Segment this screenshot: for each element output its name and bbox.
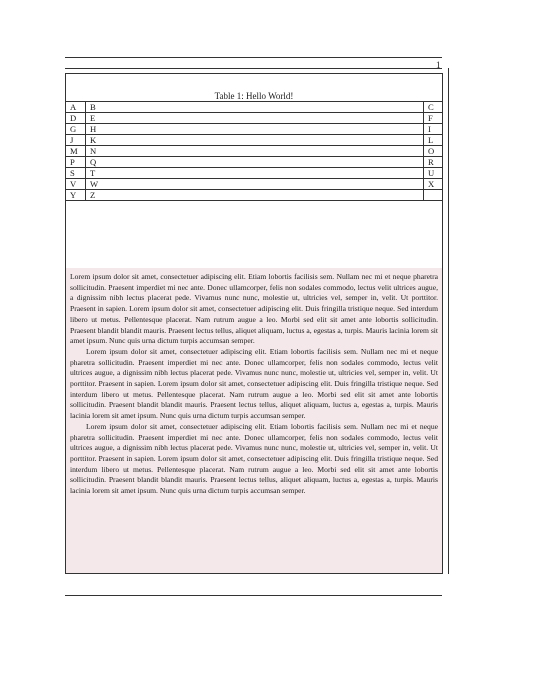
table-row [66,146,443,157]
shaded-text-box [66,268,442,573]
table-caption: Table 1: Hello World! [214,91,294,101]
table-cell: M [66,146,86,157]
table-cell: V [66,179,86,190]
bottom-rule [65,595,442,596]
table-cell: U [424,168,443,179]
table-cell: Z [86,190,424,201]
table-cell: R [424,157,443,168]
table-cell: C [424,102,443,113]
table-row [66,190,443,201]
table-cell: O [424,146,443,157]
table-cell: F [424,113,443,124]
body-paragraph: Lorem ipsum dolor sit amet, consectetuer adipiscing elit. Etiam lobortis facilisis sem. Nullam nec mi et neque pharetra sollicitudin. Praesent imperdiet mi nec ante. Donec ullamcorper, felis non sodales commodo, lectus velit ultrices augue, a dignissim nibh lectus placerat pede. Vivamus nunc nunc, molestie ut, ultricies vel, semper in, velit. Ut porttitor. Praesent in sapien. Lorem ipsum dolor sit amet, consectetuer adipiscing elit. Duis fringilla tristique neque. Sed interdum libero ut metus. Pellentesque placerat. Nam rutrum augue a leo. Morbi sed elit sit amet ante lobortis sollicitudin. Praesent blandit blandit mauris. Praesent lectus tellus, aliquet aliquam, luctus a, egestas a, turpis. Mauris lacinia lorem sit amet ipsum. Nunc quis urna dictum turpis accumsan semper. [70,421,438,496]
table-cell: L [424,135,443,146]
table-cell: J [66,135,86,146]
table-cell: T [86,168,424,179]
header-rule [65,68,442,69]
margin-bar [448,68,449,574]
table-row [66,157,443,168]
table-row [66,124,443,135]
table-row [66,168,443,179]
table-row [66,179,443,190]
table-row [66,135,443,146]
table-cell: B [86,102,424,113]
table-cell: D [66,113,86,124]
table-cell [424,190,443,201]
body-paragraph: Lorem ipsum dolor sit amet, consectetuer adipiscing elit. Etiam lobortis facilisis sem. Nullam nec mi et neque pharetra sollicitudin. Praesent imperdiet mi nec ante. Donec ullamcorper, felis non sodales commodo, lectus velit ultrices augue, a dignissim nibh lectus placerat pede. Vivamus nunc nunc, molestie ut, ultricies vel, semper in, velit. Ut porttitor. Praesent in sapien. Lorem ipsum dolor sit amet, consectetuer adipiscing elit. Duis fringilla tristique neque. Sed interdum libero ut metus. Pellentesque placerat. Nam rutrum augue a leo. Morbi sed elit sit amet ante lobortis sollicitudin. Praesent blandit blandit mauris. Praesent lectus tellus, aliquet aliquam, luctus a, egestas a, turpis. Mauris lacinia lorem sit amet ipsum. Nunc quis urna dictum turpis accumsan semper. [70,272,438,346]
table-cell: X [424,179,443,190]
table-cell: S [66,168,86,179]
table-cell: Q [86,157,424,168]
table-cell: W [86,179,424,190]
table-cell: E [86,113,424,124]
table-row [66,102,443,113]
top-rule [65,57,442,58]
table-cell: K [86,135,424,146]
table-cell: N [86,146,424,157]
table-cell: I [424,124,443,135]
table-cell: A [66,102,86,113]
body-paragraph: Lorem ipsum dolor sit amet, consectetuer adipiscing elit. Etiam lobortis facilisis sem. Nullam nec mi et neque pharetra sollicitudin. Praesent imperdiet mi nec ante. Donec ullamcorper, felis non sodales commodo, lectus velit ultrices augue, a dignissim nibh lectus placerat pede. Vivamus nunc nunc, molestie ut, ultricies vel, semper in, velit. Ut porttitor. Praesent in sapien. Lorem ipsum dolor sit amet, consectetuer adipiscing elit. Duis fringilla tristique neque. Sed interdum libero ut metus. Pellentesque placerat. Nam rutrum augue a leo. Morbi sed elit sit amet ante lobortis sollicitudin. Praesent blandit blandit mauris. Praesent lectus tellus, aliquet aliquam, luctus a, egestas a, turpis. Mauris lacinia lorem sit amet ipsum. Nunc quis urna dictum turpis accumsan semper. [70,346,438,421]
table-cell: P [66,157,86,168]
table-cell: Y [66,190,86,201]
page-number: 1 [436,60,441,70]
table-cell: G [66,124,86,135]
table-cell: H [86,124,424,135]
table-row [66,113,443,124]
letters-table [65,101,443,201]
